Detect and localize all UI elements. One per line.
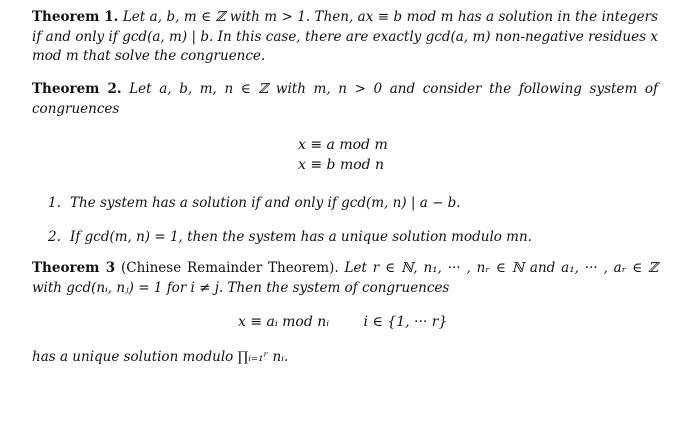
list-item: [48, 194, 658, 213]
theorem-2-title: Theorem 2.: [32, 81, 122, 97]
congruence-equation-2: x ≡ b mod n: [298, 157, 385, 173]
theorem-3-congruence: [238, 314, 447, 330]
list-item-number: 2.: [48, 229, 61, 245]
congruence-equation-1: x ≡ a mod m: [298, 137, 388, 153]
theorem-3: [32, 259, 658, 298]
list-item-number: 1.: [48, 195, 61, 211]
theorem-2: [32, 80, 658, 119]
theorem-3-title: Theorem 3: [32, 260, 116, 276]
theorem-3-conclusion: has a unique solution modulo ∏ᵢ₌₁ʳ nᵢ.: [32, 349, 289, 365]
list-item: [48, 228, 658, 247]
theorem-1: [32, 8, 658, 67]
congruence-equation: x ≡ aᵢ mod nᵢ: [238, 314, 330, 330]
list-item-text: If gcd(m, n) = 1, then the system has a unique solution modulo mn.: [70, 229, 532, 245]
theorem-2-system-of-congruences: [32, 135, 658, 175]
theorem-1-body: Let a, b, m ∈ ℤ with m > 1. Then, ax ≡ b mod m has a solution in the integers if and only if gcd(a, m) | b. In this case, there are exactly gcd(a, m) non-negative residues x mod m that solve the congruence.: [32, 9, 659, 64]
theorem-2-body: Let a, b, m, n ∈ ℤ with m, n > 0 and consider the following system of congruences: [32, 81, 659, 117]
list-item-text: The system has a solution if and only if gcd(m, n) | a − b.: [70, 195, 461, 211]
theorem-3-note: (Chinese Remainder Theorem).: [120, 260, 339, 276]
theorem-1-title: Theorem 1.: [32, 9, 119, 25]
theorem-3-body: Let r ∈ ℕ, n₁, ··· , nᵣ ∈ ℕ and a₁, ··· , aᵣ ∈ ℤ with gcd(nᵢ, nⱼ) = 1 for i ≠ j. Then the system of congruences: [32, 260, 659, 296]
index-condition: i ∈ {1, ··· r}: [363, 314, 448, 330]
